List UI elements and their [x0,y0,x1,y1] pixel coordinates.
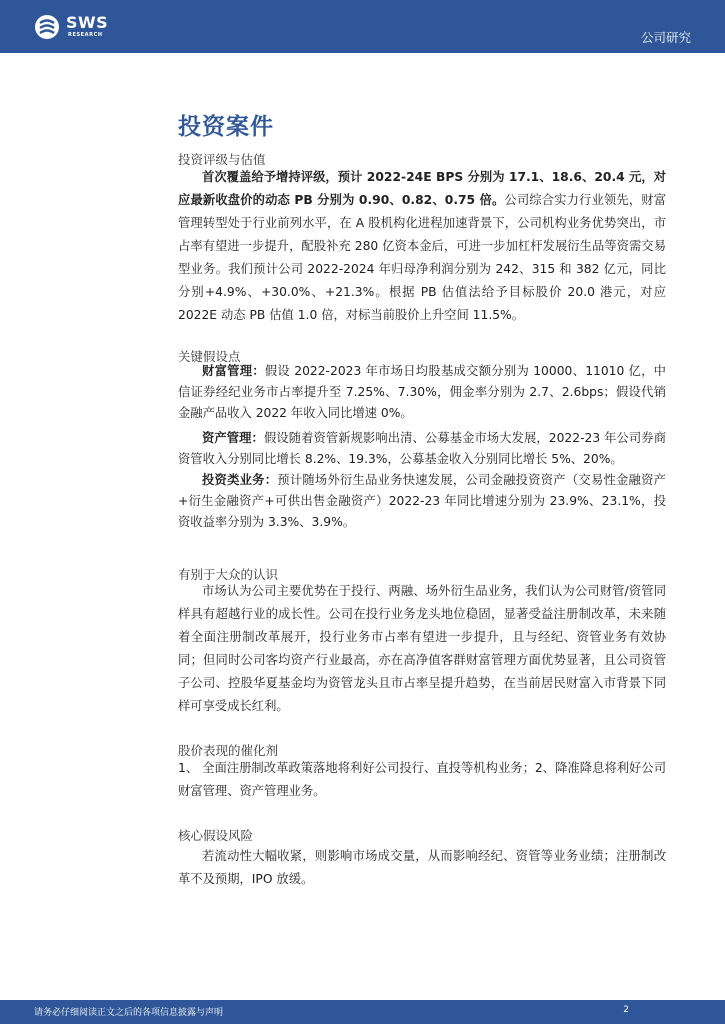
section-heading-assumptions: 关键假设点 [178,349,241,364]
logo-subtext: RESEARCH [68,32,103,38]
page-number: 2 [623,1005,629,1015]
assumption-asset-lead: 资产管理： [202,431,264,445]
section-heading-rating: 投资评级与估值 [178,152,266,167]
risk-paragraph: 若流动性大幅收紧，则影响市场成交量，从而影响经纪、资管等业务业绩；注册制改革不及预期，IPO 放缓。 [178,849,666,886]
sws-logo [34,14,124,40]
assumption-invest-body: 预计随场外衍生品业务快速发展，公司金融投资资产（交易性金融资产+衍生金融资产+可供出售金融资产）2022-23 年同比增速分别为 23.9%、23.1%，投资收益率分别为 3.3%、3.9%。 [178,473,666,529]
assumption-invest-lead: 投资类业务： [202,473,278,487]
catalyst-paragraph: 1、 全面注册制改革政策落地将利好公司投行、直投等机构业务；2、降准降息将利好公司财富管理、资产管理业务。 [178,761,666,798]
logo-text: SWS [66,13,109,32]
rating-lead: 首次覆盖给予增持评级，预计 2022-24E BPS 分别为 17.1、18.6、20.4 元，对应最新收盘价的动态 PB 分别为 0.90、0.82、0.75 倍。 [178,170,666,207]
assumption-wealth [178,361,666,424]
assumption-wealth-body: 假设 2022-2023 年市场日均股基成交额分别为 10000、11010 亿，中信证券经纪业务市占率提升至 7.25%、7.30%，佣金率分别为 2.7、2.6bps；假设代销金融产品收入 2022 年收入同比增速 0%。 [178,364,666,420]
assumption-asset [178,428,666,470]
report-category: 公司研究 [640,30,691,45]
section-heading-risk: 核心假设风险 [178,828,254,843]
section-heading-catalyst: 股价表现的催化剂 [178,743,279,758]
footer-disclaimer: 请务必仔细阅读正文之后的各项信息披露与声明 [34,1008,224,1018]
assumption-wealth-lead: 财富管理： [202,364,265,378]
header-bar [0,0,725,53]
sws-logo-icon [34,14,60,40]
assumption-invest [178,470,666,533]
differ-paragraph: 市场认为公司主要优势在于投行、两融、场外衍生品业务，我们认为公司财管/资管同样具有超越行业的成长性。公司在投行业务龙头地位稳固，显著受益注册制改革，未来随着全面注册制改革展开，投行业务市占率有望进一步提升，且与经纪、资管业务有效协同；但同时公司客均资产行业最高，亦在高净值客群财富管理方面优势显著，且公司资管子公司、控股华夏基金均为资管龙头且市占率呈提升趋势，在当前居民财富入市背景下同样可享受成长红利。 [178,584,666,713]
rating-body: 公司综合实力行业领先，财富管理转型处于行业前列水平，在 A 股机构化进程加速背景下，公司机构业务优势突出，市占率有望进一步提升，配股补充 280 亿资本金后，可进一步加杠杆发展衍生品等资需交易型业务。我们预计公司 2022-2024 年归母净利润分别为 242、315 和 382 亿元，同比分别+4.9%、+30.0%、+21.3%。根据 PB 估值法给予目标股价 20.0 港元，对应 2022E 动态 PB 估值 1.0 倍，对标当前股价上升空间 11.5%。 [178,193,666,322]
section-heading-differ: 有别于大众的认识 [178,567,279,582]
rating-paragraph [178,166,666,327]
assumption-asset-body: 假设随着资管新规影响出清、公募基金市场大发展，2022-23 年公司券商资管收入分别同比增长 8.2%、19.3%，公募基金收入分别同比增长 5%、20%。 [178,431,666,466]
page-title: 投资案件 [178,114,274,140]
footer-bar [0,1000,725,1024]
